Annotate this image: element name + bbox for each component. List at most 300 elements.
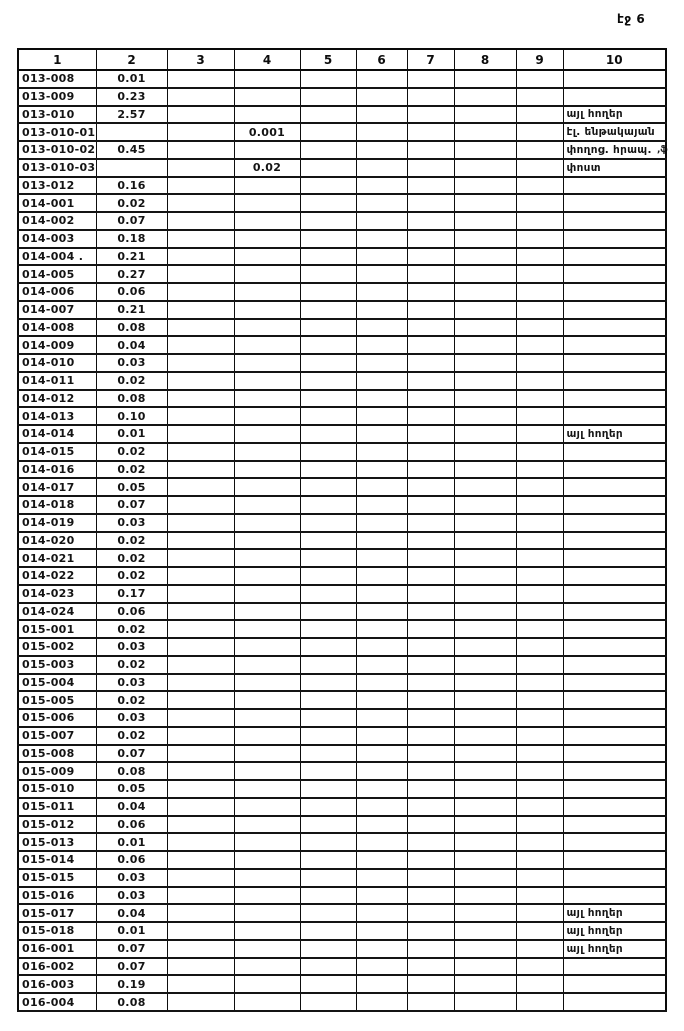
empty-cell — [407, 904, 454, 922]
empty-cell — [167, 851, 234, 869]
empty-cell — [167, 425, 234, 443]
area-value-cell: 2.57 — [96, 106, 167, 124]
parcel-code-cell: 015-008 — [18, 745, 96, 763]
empty-cell — [407, 336, 454, 354]
empty-cell — [516, 319, 563, 337]
empty-cell — [454, 177, 516, 195]
empty-cell — [407, 798, 454, 816]
area-value-cell: 0.06 — [96, 816, 167, 834]
empty-cell — [167, 301, 234, 319]
empty-cell — [356, 620, 407, 638]
note-cell — [563, 336, 666, 354]
empty-cell — [516, 212, 563, 230]
empty-cell — [167, 70, 234, 88]
empty-cell — [167, 248, 234, 266]
note-cell — [563, 194, 666, 212]
empty-cell — [516, 301, 563, 319]
empty-cell — [407, 425, 454, 443]
empty-cell — [454, 336, 516, 354]
empty-cell — [407, 141, 454, 159]
empty-cell — [356, 638, 407, 656]
table-body — [18, 70, 666, 1011]
area-value-cell: 0.03 — [96, 354, 167, 372]
parcel-code-cell: 014-010 — [18, 354, 96, 372]
empty-cell — [516, 993, 563, 1011]
table-row — [18, 177, 666, 195]
secondary-value-cell — [234, 958, 300, 976]
empty-cell — [407, 656, 454, 674]
area-value-cell: 0.02 — [96, 532, 167, 550]
empty-cell — [300, 212, 356, 230]
empty-cell — [167, 354, 234, 372]
empty-cell — [454, 709, 516, 727]
note-cell — [563, 709, 666, 727]
area-value-cell: 0.45 — [96, 141, 167, 159]
empty-cell — [454, 194, 516, 212]
empty-cell — [407, 301, 454, 319]
empty-cell — [454, 620, 516, 638]
empty-cell — [356, 336, 407, 354]
secondary-value-cell — [234, 354, 300, 372]
empty-cell — [516, 514, 563, 532]
empty-cell — [516, 532, 563, 550]
empty-cell — [300, 319, 356, 337]
note-cell — [563, 993, 666, 1011]
empty-cell — [167, 691, 234, 709]
empty-cell — [407, 940, 454, 958]
parcel-code-cell: 014-001 — [18, 194, 96, 212]
empty-cell — [356, 390, 407, 408]
area-value-cell: 0.27 — [96, 265, 167, 283]
empty-cell — [407, 283, 454, 301]
note-cell — [563, 265, 666, 283]
table-row — [18, 638, 666, 656]
empty-cell — [407, 674, 454, 692]
empty-cell — [167, 549, 234, 567]
note-cell — [563, 816, 666, 834]
empty-cell — [356, 549, 407, 567]
empty-cell — [516, 745, 563, 763]
empty-cell — [454, 443, 516, 461]
empty-cell — [407, 993, 454, 1011]
empty-cell — [454, 656, 516, 674]
empty-cell — [407, 390, 454, 408]
empty-cell — [407, 106, 454, 124]
table-row — [18, 425, 666, 443]
empty-cell — [167, 177, 234, 195]
empty-cell — [300, 390, 356, 408]
empty-cell — [516, 922, 563, 940]
note-cell — [563, 88, 666, 106]
secondary-value-cell — [234, 709, 300, 727]
empty-cell — [516, 691, 563, 709]
empty-cell — [454, 603, 516, 621]
table-row — [18, 585, 666, 603]
empty-cell — [454, 478, 516, 496]
secondary-value-cell — [234, 585, 300, 603]
area-value-cell: 0.02 — [96, 691, 167, 709]
parcel-code-cell: 013-008 — [18, 70, 96, 88]
note-cell — [563, 230, 666, 248]
area-value-cell: 0.03 — [96, 869, 167, 887]
note-cell — [563, 603, 666, 621]
empty-cell — [516, 833, 563, 851]
note-cell — [563, 354, 666, 372]
parcel-code-cell: 016-004 — [18, 993, 96, 1011]
empty-cell — [300, 407, 356, 425]
area-value-cell: 0.21 — [96, 301, 167, 319]
empty-cell — [516, 159, 563, 177]
empty-cell — [300, 301, 356, 319]
empty-cell — [356, 319, 407, 337]
empty-cell — [356, 833, 407, 851]
note-cell — [563, 762, 666, 780]
empty-cell — [516, 709, 563, 727]
empty-cell — [407, 975, 454, 993]
empty-cell — [167, 780, 234, 798]
secondary-value-cell — [234, 248, 300, 266]
empty-cell — [356, 141, 407, 159]
note-cell — [563, 674, 666, 692]
empty-cell — [516, 727, 563, 745]
margin-annotation: ,ֆ — [657, 145, 668, 155]
empty-cell — [300, 656, 356, 674]
empty-cell — [454, 496, 516, 514]
empty-cell — [356, 106, 407, 124]
empty-cell — [300, 745, 356, 763]
secondary-value-cell: 0.02 — [234, 159, 300, 177]
table-row — [18, 283, 666, 301]
note-cell — [563, 301, 666, 319]
empty-cell — [167, 922, 234, 940]
area-value-cell: 0.03 — [96, 709, 167, 727]
empty-cell — [300, 993, 356, 1011]
empty-cell — [454, 407, 516, 425]
empty-cell — [300, 123, 356, 141]
parcel-code-cell: 014-006 — [18, 283, 96, 301]
table-row — [18, 212, 666, 230]
empty-cell — [167, 336, 234, 354]
empty-cell — [356, 159, 407, 177]
empty-cell — [356, 816, 407, 834]
empty-cell — [516, 567, 563, 585]
area-value-cell: 0.23 — [96, 88, 167, 106]
parcel-code-cell: 014-018 — [18, 496, 96, 514]
empty-cell — [356, 904, 407, 922]
empty-cell — [167, 904, 234, 922]
empty-cell — [516, 248, 563, 266]
empty-cell — [167, 88, 234, 106]
table-row — [18, 851, 666, 869]
empty-cell — [516, 851, 563, 869]
parcel-code-cell: 016-003 — [18, 975, 96, 993]
note-cell: փոստ — [563, 159, 666, 177]
column-header: 10 — [563, 49, 666, 70]
empty-cell — [167, 833, 234, 851]
empty-cell — [356, 691, 407, 709]
empty-cell — [300, 230, 356, 248]
secondary-value-cell — [234, 691, 300, 709]
table-row — [18, 887, 666, 905]
secondary-value-cell — [234, 816, 300, 834]
parcel-code-cell: 014-020 — [18, 532, 96, 550]
parcel-code-cell: 014-007 — [18, 301, 96, 319]
parcel-code-cell: 014-021 — [18, 549, 96, 567]
empty-cell — [167, 461, 234, 479]
empty-cell — [407, 869, 454, 887]
area-value-cell: 0.01 — [96, 425, 167, 443]
parcel-code-cell: 015-013 — [18, 833, 96, 851]
note-cell — [563, 887, 666, 905]
empty-cell — [516, 106, 563, 124]
note-cell — [563, 283, 666, 301]
empty-cell — [300, 727, 356, 745]
empty-cell — [407, 177, 454, 195]
empty-cell — [356, 567, 407, 585]
empty-cell — [167, 230, 234, 248]
note-cell — [563, 478, 666, 496]
column-header: 2 — [96, 49, 167, 70]
table-header-row — [18, 49, 666, 70]
empty-cell — [356, 585, 407, 603]
empty-cell — [300, 159, 356, 177]
land-parcel-table — [17, 48, 667, 1012]
empty-cell — [167, 567, 234, 585]
column-header: 8 — [454, 49, 516, 70]
empty-cell — [454, 230, 516, 248]
empty-cell — [300, 478, 356, 496]
empty-cell — [167, 816, 234, 834]
note-cell — [563, 319, 666, 337]
empty-cell — [356, 674, 407, 692]
note-cell — [563, 532, 666, 550]
empty-cell — [167, 620, 234, 638]
empty-cell — [407, 816, 454, 834]
table-row — [18, 922, 666, 940]
empty-cell — [454, 123, 516, 141]
empty-cell — [516, 425, 563, 443]
empty-cell — [356, 887, 407, 905]
empty-cell — [300, 496, 356, 514]
empty-cell — [454, 922, 516, 940]
secondary-value-cell — [234, 194, 300, 212]
note-cell — [563, 958, 666, 976]
empty-cell — [454, 869, 516, 887]
empty-cell — [300, 265, 356, 283]
empty-cell — [300, 549, 356, 567]
empty-cell — [300, 975, 356, 993]
table-row — [18, 106, 666, 124]
secondary-value-cell — [234, 265, 300, 283]
parcel-code-cell: 015-014 — [18, 851, 96, 869]
secondary-value-cell — [234, 336, 300, 354]
secondary-value-cell — [234, 532, 300, 550]
empty-cell — [454, 248, 516, 266]
table-row — [18, 514, 666, 532]
parcel-code-cell: 014-024 — [18, 603, 96, 621]
empty-cell — [516, 638, 563, 656]
empty-cell — [167, 798, 234, 816]
empty-cell — [356, 975, 407, 993]
empty-cell — [356, 709, 407, 727]
empty-cell — [454, 319, 516, 337]
column-header: 4 — [234, 49, 300, 70]
empty-cell — [167, 585, 234, 603]
empty-cell — [167, 514, 234, 532]
empty-cell — [300, 372, 356, 390]
empty-cell — [516, 372, 563, 390]
empty-cell — [167, 638, 234, 656]
empty-cell — [356, 496, 407, 514]
secondary-value-cell — [234, 514, 300, 532]
parcel-code-cell: 013-010-03 — [18, 159, 96, 177]
table-row — [18, 603, 666, 621]
empty-cell — [516, 869, 563, 887]
table-row — [18, 496, 666, 514]
empty-cell — [516, 141, 563, 159]
note-cell — [563, 177, 666, 195]
parcel-code-cell: 014-014 — [18, 425, 96, 443]
table-row — [18, 88, 666, 106]
secondary-value-cell — [234, 230, 300, 248]
note-cell — [563, 212, 666, 230]
empty-cell — [167, 532, 234, 550]
empty-cell — [516, 762, 563, 780]
parcel-code-cell: 015-017 — [18, 904, 96, 922]
parcel-code-cell: 013-012 — [18, 177, 96, 195]
note-cell — [563, 620, 666, 638]
secondary-value-cell — [234, 390, 300, 408]
empty-cell — [300, 283, 356, 301]
empty-cell — [300, 869, 356, 887]
empty-cell — [454, 88, 516, 106]
table-row — [18, 620, 666, 638]
table-row — [18, 248, 666, 266]
empty-cell — [300, 638, 356, 656]
empty-cell — [454, 958, 516, 976]
empty-cell — [300, 336, 356, 354]
empty-cell — [516, 283, 563, 301]
table-row — [18, 390, 666, 408]
empty-cell — [454, 585, 516, 603]
empty-cell — [516, 496, 563, 514]
table-row — [18, 762, 666, 780]
empty-cell — [300, 88, 356, 106]
empty-cell — [356, 532, 407, 550]
empty-cell — [356, 727, 407, 745]
parcel-code-cell: 014-022 — [18, 567, 96, 585]
area-value-cell: 0.08 — [96, 319, 167, 337]
table-row — [18, 159, 666, 177]
secondary-value-cell — [234, 833, 300, 851]
empty-cell — [407, 123, 454, 141]
empty-cell — [407, 407, 454, 425]
empty-cell — [300, 603, 356, 621]
empty-cell — [407, 585, 454, 603]
table-row — [18, 691, 666, 709]
empty-cell — [516, 177, 563, 195]
empty-cell — [167, 603, 234, 621]
empty-cell — [356, 922, 407, 940]
empty-cell — [300, 585, 356, 603]
area-value-cell: 0.07 — [96, 496, 167, 514]
empty-cell — [407, 70, 454, 88]
secondary-value-cell — [234, 141, 300, 159]
secondary-value-cell: 0.001 — [234, 123, 300, 141]
table-row — [18, 940, 666, 958]
empty-cell — [454, 674, 516, 692]
area-value-cell: 0.07 — [96, 958, 167, 976]
area-value-cell: 0.02 — [96, 461, 167, 479]
parcel-code-cell: 015-010 — [18, 780, 96, 798]
empty-cell — [356, 70, 407, 88]
parcel-code-cell: 015-011 — [18, 798, 96, 816]
parcel-code-cell: 015-004 — [18, 674, 96, 692]
table-row — [18, 301, 666, 319]
note-cell — [563, 248, 666, 266]
parcel-code-cell: 016-001 — [18, 940, 96, 958]
column-header: 1 — [18, 49, 96, 70]
empty-cell — [454, 70, 516, 88]
empty-cell — [407, 212, 454, 230]
area-value-cell: 0.07 — [96, 940, 167, 958]
parcel-code-cell: 013-010-01 — [18, 123, 96, 141]
empty-cell — [516, 780, 563, 798]
empty-cell — [407, 496, 454, 514]
empty-cell — [407, 780, 454, 798]
empty-cell — [356, 443, 407, 461]
empty-cell — [454, 798, 516, 816]
empty-cell — [407, 603, 454, 621]
note-cell — [563, 461, 666, 479]
secondary-value-cell — [234, 478, 300, 496]
empty-cell — [516, 656, 563, 674]
note-cell — [563, 496, 666, 514]
area-value-cell: 0.16 — [96, 177, 167, 195]
area-value-cell: 0.08 — [96, 390, 167, 408]
empty-cell — [356, 780, 407, 798]
empty-cell — [356, 248, 407, 266]
empty-cell — [454, 638, 516, 656]
secondary-value-cell — [234, 904, 300, 922]
empty-cell — [300, 425, 356, 443]
empty-cell — [300, 691, 356, 709]
empty-cell — [516, 461, 563, 479]
secondary-value-cell — [234, 461, 300, 479]
parcel-code-cell: 014-019 — [18, 514, 96, 532]
empty-cell — [300, 904, 356, 922]
empty-cell — [516, 940, 563, 958]
secondary-value-cell — [234, 372, 300, 390]
empty-cell — [407, 443, 454, 461]
note-cell — [563, 390, 666, 408]
empty-cell — [356, 993, 407, 1011]
parcel-code-cell: 014-003 — [18, 230, 96, 248]
empty-cell — [356, 940, 407, 958]
empty-cell — [516, 354, 563, 372]
empty-cell — [407, 354, 454, 372]
note-cell — [563, 549, 666, 567]
empty-cell — [407, 762, 454, 780]
empty-cell — [167, 159, 234, 177]
empty-cell — [167, 869, 234, 887]
empty-cell — [516, 123, 563, 141]
empty-cell — [356, 177, 407, 195]
empty-cell — [516, 478, 563, 496]
empty-cell — [454, 461, 516, 479]
empty-cell — [407, 567, 454, 585]
empty-cell — [407, 549, 454, 567]
